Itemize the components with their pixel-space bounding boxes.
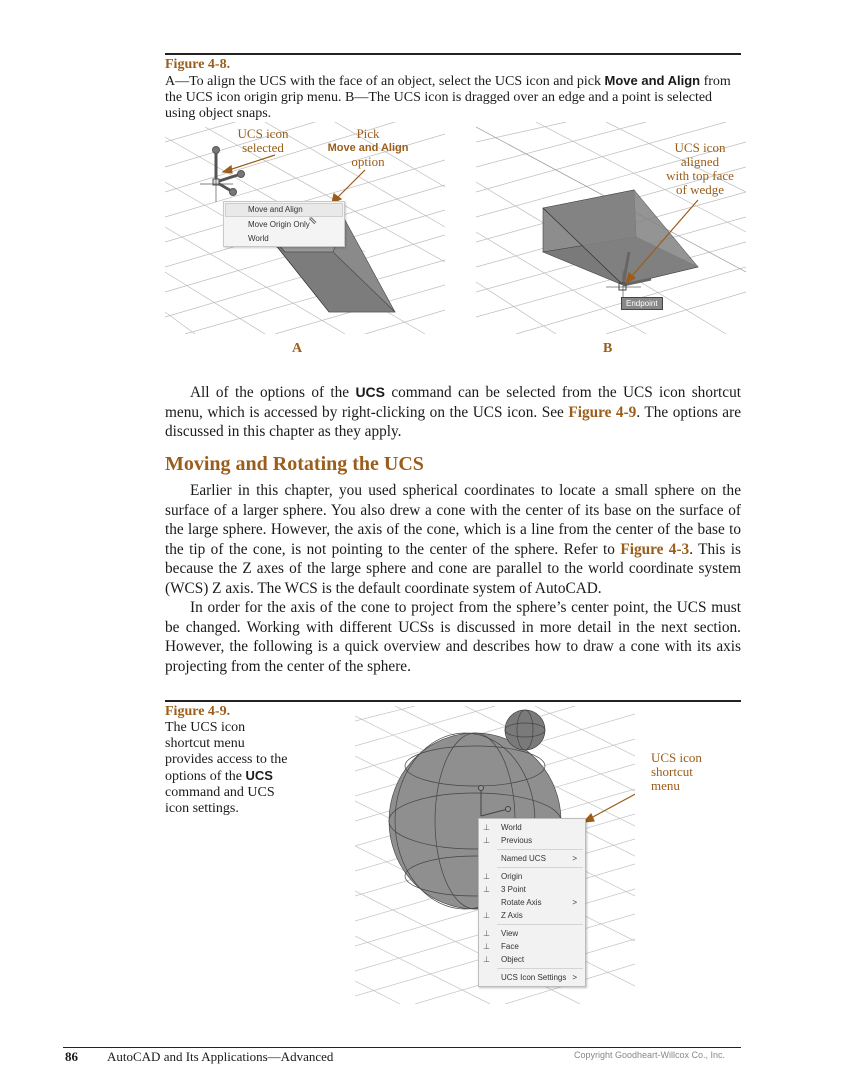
callout-ucs-icon-shortcut-menu — [651, 751, 702, 793]
callout-line: shortcut — [651, 764, 693, 779]
caption-text: A—To align the UCS with the face of an object, select the UCS icon and pick — [165, 74, 605, 89]
submenu-arrow-icon: > — [572, 854, 577, 863]
menu-item-ucs-icon-settings[interactable] — [479, 971, 585, 984]
submenu-arrow-icon: > — [572, 973, 577, 982]
figure-4-8-title: Figure 4-8. — [165, 57, 231, 72]
figure-reference-link[interactable]: Figure 4-3 — [620, 540, 690, 558]
callout-line: aligned — [680, 154, 720, 169]
callout-line: with top face — [666, 168, 734, 183]
text: All of the options of the — [190, 384, 356, 401]
menu-item-label: Previous — [501, 836, 533, 845]
menu-item-world[interactable] — [479, 821, 585, 834]
menu-item-label: Face — [501, 942, 519, 951]
menu-separator — [497, 867, 583, 868]
section-heading: Moving and Rotating the UCS — [165, 453, 424, 475]
endpoint-snap-tooltip: Endpoint — [621, 297, 663, 310]
callout-line: UCS icon — [674, 140, 726, 155]
figure-4-9-title: Figure 4-9. — [165, 704, 231, 719]
footer-rule — [63, 1047, 741, 1048]
ucs-origin-grip-menu — [223, 201, 345, 247]
menu-item-view[interactable] — [479, 927, 585, 940]
ucs-previous-icon: ⊥ — [483, 836, 490, 845]
callout-line: selected — [242, 140, 284, 155]
figure-reference-link[interactable]: Figure 4-9 — [568, 403, 637, 421]
ucs-face-icon: ⊥ — [483, 942, 490, 951]
menu-item-label: Origin — [501, 872, 523, 881]
menu-item-label: Rotate Axis — [501, 898, 542, 907]
small-sphere — [505, 710, 545, 750]
menu-separator — [497, 968, 583, 969]
menu-item-label: Named UCS — [501, 854, 546, 863]
command-name: UCS — [355, 384, 385, 400]
text: . This is because the Z axes of the large sphere and cone are parallel to the world coordinate system (WCS) Z axis. The WCS is the default coordinate system of AutoCAD. — [165, 540, 741, 597]
paragraph-3 — [165, 598, 741, 676]
callout-pick-move-and-align — [318, 127, 418, 169]
copyright-notice: Copyright Goodheart-Willcox Co., Inc. — [574, 1050, 726, 1060]
menu-item-named-ucs[interactable] — [479, 852, 585, 865]
text: . The options are discussed in this chapter as they apply. — [165, 403, 741, 440]
menu-item-previous[interactable] — [479, 834, 585, 847]
wedge-solid — [543, 190, 698, 285]
menu-item-3-point[interactable] — [479, 883, 585, 896]
menu-item-origin[interactable] — [479, 870, 585, 883]
caption-text: The UCS icon shortcut menu provides access to the options of the — [165, 720, 288, 784]
menu-item-rotate-axis[interactable] — [479, 896, 585, 909]
menu-item-face[interactable] — [479, 940, 585, 953]
text: command can be selected from the UCS icon shortcut menu, which is accessed by right-clicking on the UCS icon. See — [165, 384, 741, 421]
caption-text: from the UCS icon origin grip menu. B—The UCS icon is dragged over an edge and a point is selected using object snaps. — [165, 74, 731, 121]
callout-line: menu — [651, 778, 680, 793]
menu-item-label: UCS Icon Settings — [501, 973, 567, 982]
figure-4-8-top-rule — [165, 53, 741, 55]
callout-line: Move and Align — [327, 142, 409, 154]
menu-item-move-origin-only[interactable]: Move Origin Only — [248, 220, 310, 229]
callout-ucs-icon-selected — [228, 127, 298, 155]
paragraph-1 — [165, 383, 741, 442]
menu-separator — [497, 924, 583, 925]
callout-line: UCS icon — [651, 750, 702, 765]
ucs-object-icon: ⊥ — [483, 955, 490, 964]
ucs-origin-icon: ⊥ — [483, 872, 490, 881]
book-title: AutoCAD and Its Applications—Advanced — [107, 1049, 334, 1064]
panel-label-a: A — [292, 341, 303, 356]
text: In order for the axis of the cone to project from the sphere’s center point, the UCS must be changed. Working with different UCSs is discussed in more detail in the next section. However, the following is a quick overview and describes how to draw a cone with its axis projecting from the center of the sphere. — [165, 599, 741, 675]
figure-4-8-caption — [165, 73, 745, 122]
callout-line: of wedge — [675, 182, 724, 197]
menu-item-label: View — [501, 929, 519, 938]
ucs-view-icon: ⊥ — [483, 929, 490, 938]
menu-item-move-and-align[interactable]: Move and Align — [225, 203, 343, 217]
ucs-zaxis-icon: ⊥ — [483, 911, 490, 920]
ucs-world-icon: ⊥ — [483, 823, 490, 832]
mouse-cursor-icon: ⇖ — [308, 214, 318, 227]
panel-label-b: B — [603, 341, 613, 356]
callout-line: option — [351, 154, 385, 169]
menu-item-object[interactable] — [479, 953, 585, 966]
menu-item-label: Z Axis — [501, 911, 523, 920]
figure-4-9-caption — [165, 720, 290, 817]
callout-line: Pick — [356, 126, 380, 141]
caption-text: command and UCS icon settings. — [165, 785, 275, 816]
menu-item-label: World — [501, 823, 522, 832]
paragraph-2 — [165, 481, 741, 598]
menu-item-label: Object — [501, 955, 525, 964]
menu-item-world[interactable]: World — [248, 234, 269, 243]
ucs-3point-icon: ⊥ — [483, 885, 490, 894]
caption-bold: Move and Align — [604, 73, 701, 88]
submenu-arrow-icon: > — [572, 898, 577, 907]
menu-separator — [497, 849, 583, 850]
menu-item-z-axis[interactable] — [479, 909, 585, 922]
caption-bold: UCS — [245, 768, 273, 783]
menu-item-label: 3 Point — [501, 885, 526, 894]
callout-line: UCS icon — [237, 126, 289, 141]
ucs-icon-shortcut-menu — [478, 818, 586, 987]
page-number: 86 — [65, 1049, 78, 1064]
figure-4-9-top-rule — [165, 700, 741, 702]
text: Earlier in this chapter, you used spherical coordinates to locate a small sphere on the surface of a larger sphere. You also drew a cone with the center of its base on the surface of the large sphere. However, the axis of the cone, which is a line from the center of the base to the tip of the cone, is not pointing to the center of the sphere. Refer to — [165, 482, 741, 558]
callout-ucs-icon-aligned — [660, 141, 740, 197]
